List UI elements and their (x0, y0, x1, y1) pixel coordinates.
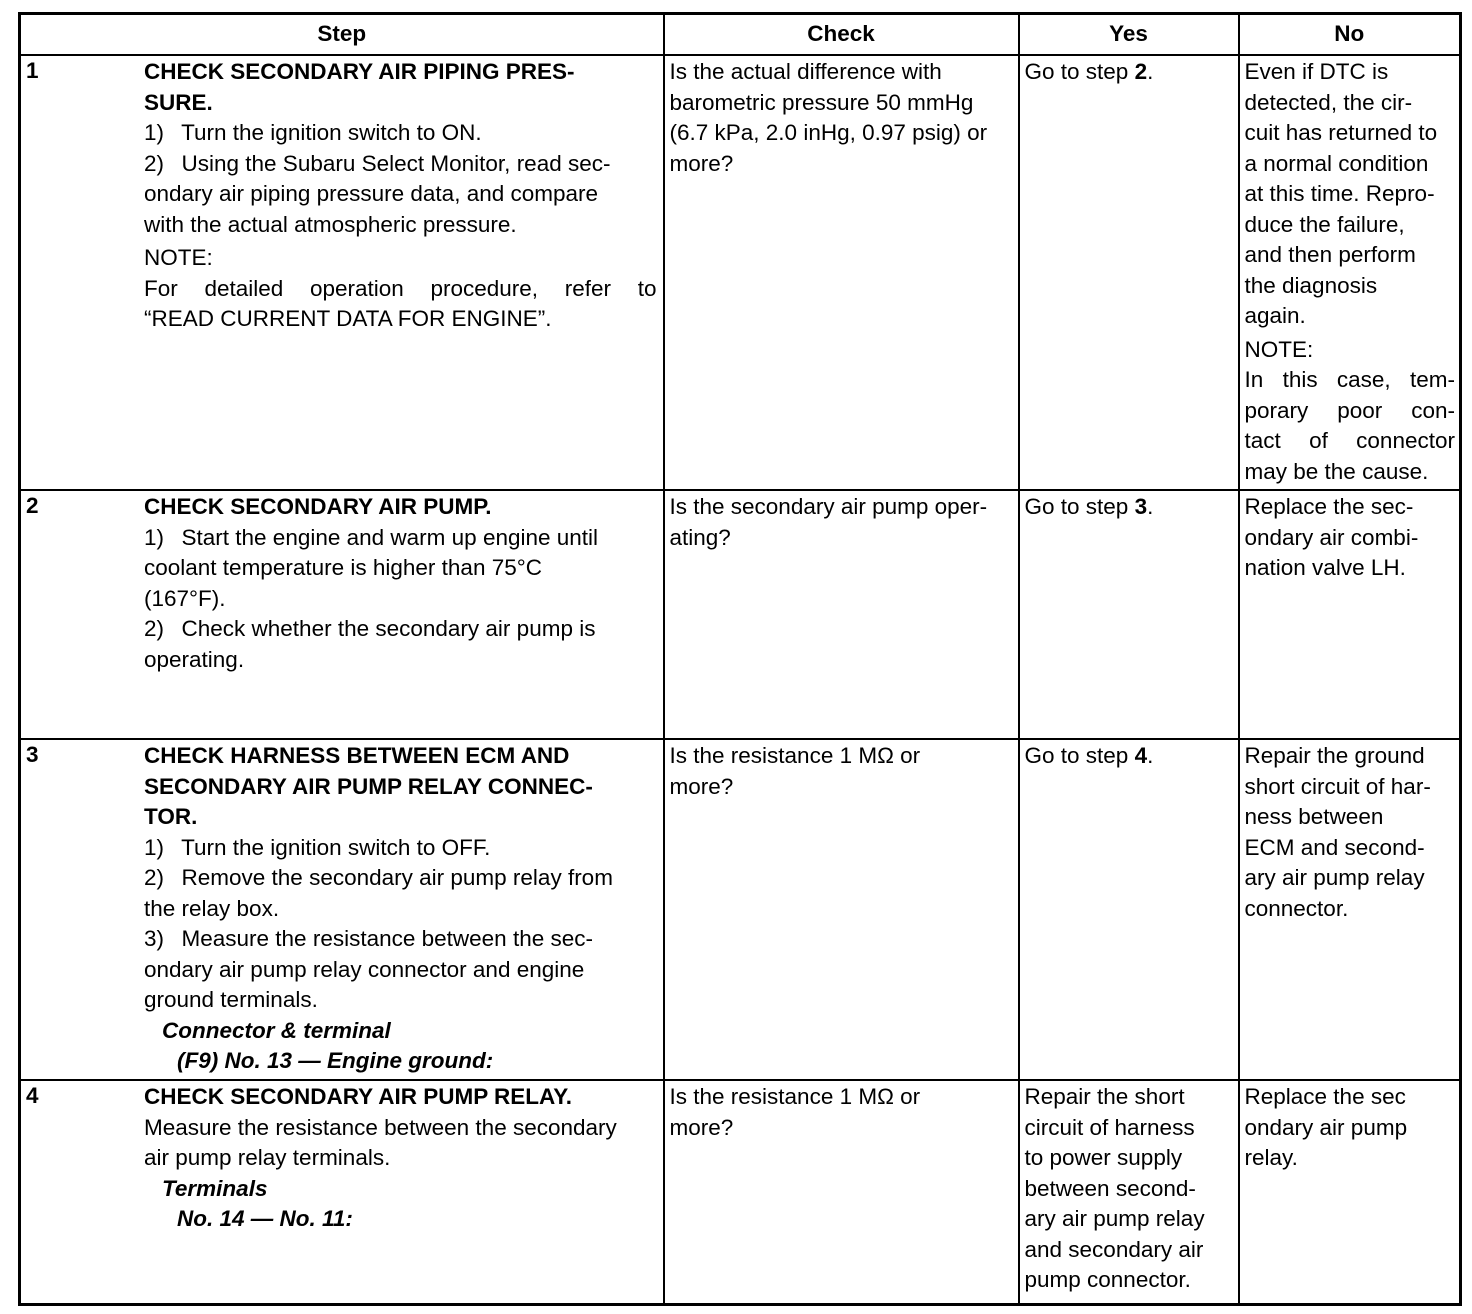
yes-step-link: 2 (1134, 59, 1148, 84)
no-cell (1239, 739, 1461, 1080)
step-instruction: the relay box. (144, 895, 280, 921)
no-text: and then perform (1244, 242, 1416, 267)
no-text: the diagnosis (1244, 272, 1378, 298)
note-text: For detailed operation procedure, refer to (144, 275, 657, 301)
step-instruction: Measure the resistance between the secondary (144, 1114, 617, 1140)
step-title (144, 741, 657, 833)
step-instruction: operating. (144, 646, 245, 672)
table-row (20, 739, 1461, 1080)
step-title-line: CHECK SECONDARY AIR PIPING PRES- (144, 59, 575, 84)
step-instruction: coolant temperature is higher than 75°C (144, 555, 542, 580)
yes-text: circuit of harness (1024, 1114, 1195, 1140)
step-instruction: 3) Measure the resistance between the sec- (144, 926, 593, 951)
yes-cell (1019, 1080, 1239, 1304)
spec-label: Connector & terminal (162, 1017, 391, 1043)
step-instruction: 2) Check whether the secondary air pump is (144, 616, 596, 641)
yes-text: between second- (1024, 1175, 1196, 1201)
note-text: In this case, tem- (1244, 367, 1455, 392)
yes-cell (1019, 739, 1239, 1080)
check-text: Is the resistance 1 MΩ or (669, 743, 921, 768)
yes-cell (1019, 55, 1239, 490)
no-text: Replace the sec (1244, 1084, 1406, 1109)
step-instruction: air pump relay terminals. (144, 1145, 391, 1170)
step-title-line: SURE. (144, 89, 213, 115)
step-instruction: 1) Start the engine and warm up engine until (144, 524, 599, 550)
note-label: NOTE: (144, 245, 213, 270)
note-label: NOTE: (1244, 336, 1314, 362)
no-text: connector. (1244, 895, 1349, 921)
yes-suffix: . (1147, 494, 1154, 519)
yes-suffix: . (1147, 743, 1154, 768)
table-row (20, 490, 1461, 739)
no-text: ondary air pump (1244, 1114, 1408, 1140)
check-cell (664, 55, 1019, 490)
step-instruction: (167°F). (144, 585, 226, 611)
step-instruction: ondary air pump relay connector and engine (144, 956, 585, 982)
step-title: CHECK SECONDARY AIR PUMP RELAY. (144, 1084, 572, 1109)
step-instruction: 1) Turn the ignition switch to OFF. (144, 834, 491, 860)
no-text: relay. (1244, 1145, 1298, 1170)
step-instruction: ground terminals. (144, 987, 318, 1012)
yes-text: Go to step (1024, 494, 1135, 519)
step-instruction: 1) Turn the ignition switch to ON. (144, 120, 482, 145)
no-text: Replace the sec- (1244, 494, 1414, 519)
check-text: Is the secondary air pump oper- (669, 494, 988, 519)
header-yes: Yes (1019, 14, 1239, 56)
step-number: 2 (26, 493, 39, 518)
header-step: Step (20, 14, 664, 56)
yes-text: Go to step (1024, 59, 1135, 84)
no-text: Repair the ground (1244, 743, 1425, 768)
no-text: short circuit of har- (1244, 773, 1431, 799)
check-cell (664, 1080, 1019, 1304)
step-title-line: SECONDARY AIR PUMP RELAY CONNEC- (144, 773, 593, 799)
no-text: a normal condition (1244, 150, 1429, 176)
no-text: ness between (1244, 804, 1384, 829)
diagnostic-table (18, 12, 1462, 1306)
header-check: Check (664, 14, 1019, 56)
step-title (144, 57, 657, 118)
no-text: ondary air combi- (1244, 524, 1419, 550)
check-text: Is the actual difference with (669, 59, 942, 84)
check-text: ating? (669, 524, 731, 550)
table-row (20, 55, 1461, 490)
yes-text: Repair the short (1024, 1084, 1185, 1109)
step-instruction: 2) Using the Subaru Select Monitor, read sec- (144, 150, 611, 176)
note-text: “READ CURRENT DATA FOR ENGINE”. (144, 306, 552, 331)
step-instruction: with the actual atmospheric pressure. (144, 211, 517, 237)
check-text: more? (669, 150, 734, 176)
step-title: CHECK SECONDARY AIR PUMP. (144, 494, 492, 519)
spec-label: Terminals (162, 1175, 268, 1201)
no-text: duce the failure, (1244, 211, 1405, 237)
step-title-line: CHECK HARNESS BETWEEN ECM AND (144, 743, 570, 768)
no-text: ary air pump relay (1244, 865, 1425, 890)
step-cell (20, 490, 664, 739)
check-text: barometric pressure 50 mmHg (669, 89, 974, 115)
yes-step-link: 3 (1134, 494, 1148, 519)
spec-value: No. 14 — No. 11: (177, 1206, 353, 1231)
check-text: more? (669, 1114, 734, 1140)
no-cell (1239, 1080, 1461, 1304)
step-cell (20, 55, 664, 490)
step-instruction: 2) Remove the secondary air pump relay from (144, 865, 613, 890)
no-text: again. (1244, 303, 1306, 328)
no-text: nation valve LH. (1244, 555, 1406, 580)
no-text: cuit has returned to (1244, 120, 1438, 145)
no-cell (1239, 490, 1461, 739)
step-number: 3 (26, 742, 39, 767)
step-title-line: TOR. (144, 804, 198, 829)
no-text: detected, the cir- (1244, 89, 1413, 115)
no-text: at this time. Repro- (1244, 181, 1435, 206)
yes-text: to power supply (1024, 1145, 1183, 1170)
no-text: Even if DTC is (1244, 59, 1389, 84)
check-text: more? (669, 773, 734, 799)
step-instruction: ondary air piping pressure data, and compare (144, 181, 599, 206)
step-cell (20, 739, 664, 1080)
check-text: (6.7 kPa, 2.0 inHg, 0.97 psig) or (669, 120, 988, 145)
no-cell (1239, 55, 1461, 490)
yes-suffix: . (1147, 59, 1154, 84)
note-text: porary poor con- (1244, 397, 1455, 423)
step-number: 4 (26, 1083, 39, 1108)
header-no: No (1239, 14, 1461, 56)
table-row (20, 1080, 1461, 1304)
note-text: tact of connector (1244, 428, 1455, 453)
check-cell (664, 490, 1019, 739)
yes-cell (1019, 490, 1239, 739)
header-row (20, 14, 1461, 56)
yes-step-link: 4 (1134, 743, 1148, 768)
step-number: 1 (26, 58, 39, 83)
check-text: Is the resistance 1 MΩ or (669, 1084, 921, 1109)
spec-value: (F9) No. 13 — Engine ground: (177, 1048, 494, 1073)
yes-text: and secondary air (1024, 1236, 1204, 1262)
step-cell (20, 1080, 664, 1304)
check-cell (664, 739, 1019, 1080)
yes-text: pump connector. (1024, 1267, 1191, 1292)
note-text: may be the cause. (1244, 458, 1429, 484)
yes-text: Go to step (1024, 743, 1135, 768)
no-text: ECM and second- (1244, 834, 1425, 860)
yes-text: ary air pump relay (1024, 1206, 1205, 1231)
